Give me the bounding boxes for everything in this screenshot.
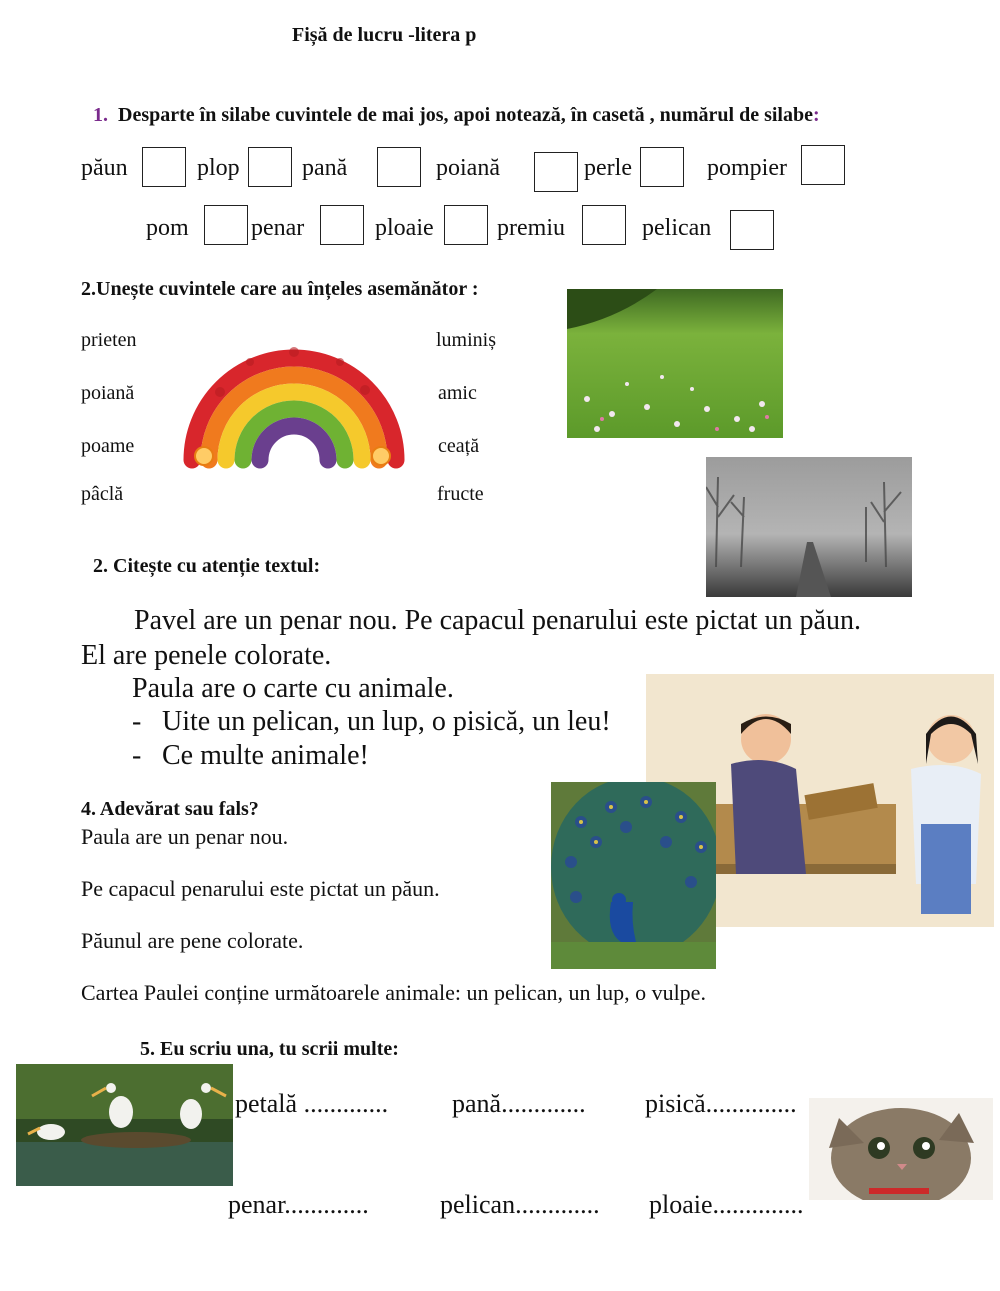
word-perle: perle — [584, 155, 632, 181]
plural-prompt[interactable]: pană............. — [452, 1089, 586, 1118]
plural-prompt[interactable]: penar............. — [228, 1190, 369, 1219]
syllable-box[interactable] — [204, 205, 248, 245]
left-word[interactable]: pâclă — [81, 483, 124, 505]
syllable-box[interactable] — [730, 210, 774, 250]
peacock-image — [551, 782, 716, 969]
ex1-number: 1. — [93, 104, 108, 126]
page-title: Fișă de lucru -litera p — [292, 24, 477, 46]
dialog-dash: - — [132, 740, 142, 771]
dialog-dash: - — [132, 706, 142, 737]
tf-statement[interactable]: Cartea Paulei conține următoarele animale: un pelican, un lup, o vulpe. — [81, 980, 706, 1005]
ex1-colon: : — [812, 104, 820, 126]
word-paun: păun — [81, 155, 128, 181]
story-line: Ce multe animale! — [162, 740, 369, 771]
tf-statement[interactable]: Pe capacul penarului este pictat un păun. — [81, 876, 440, 901]
plural-prompt[interactable]: pelican............. — [440, 1190, 600, 1219]
fog-road-image — [706, 457, 912, 597]
word-pelican: pelican — [642, 215, 712, 241]
syllable-box[interactable] — [444, 205, 488, 245]
syllable-box[interactable] — [377, 147, 421, 187]
syllable-box[interactable] — [142, 147, 186, 187]
rainbow-fruits-image — [180, 332, 408, 472]
syllable-box[interactable] — [320, 205, 364, 245]
syllable-box[interactable] — [582, 205, 626, 245]
word-pana: pană — [302, 155, 348, 181]
story-line: El are penele colorate. — [81, 640, 332, 671]
syllable-box[interactable] — [248, 147, 292, 187]
syllable-box[interactable] — [640, 147, 684, 187]
story-line: Paula are o carte cu animale. — [132, 673, 454, 704]
right-word[interactable]: fructe — [437, 483, 484, 505]
word-pom: pom — [146, 215, 189, 241]
tf-statement[interactable]: Paula are un penar nou. — [81, 824, 289, 849]
syllable-box[interactable] — [801, 145, 845, 185]
tf-statement[interactable]: Păunul are pene colorate. — [81, 928, 304, 953]
kitten-image — [809, 1098, 993, 1200]
left-word[interactable]: poiană — [81, 382, 135, 404]
ex1-instruction: Desparte în silabe cuvintele de mai jos, apoi notează, în casetă , numărul de silabe — [118, 104, 813, 126]
left-word[interactable]: poame — [81, 435, 135, 457]
story-line: Uite un pelican, un lup, o pisică, un leu! — [162, 706, 611, 737]
pelicans-image — [16, 1064, 233, 1186]
right-word[interactable]: luminiș — [436, 329, 497, 351]
word-plop: plop — [197, 155, 240, 181]
plural-prompt[interactable]: ploaie.............. — [649, 1190, 804, 1219]
meadow-image — [567, 289, 783, 438]
plural-prompt[interactable]: petală ............. — [235, 1089, 389, 1118]
ex1-heading — [93, 104, 820, 127]
word-penar: penar — [251, 215, 305, 241]
word-premiu: premiu — [497, 215, 565, 241]
ex5-heading: 5. Eu scriu una, tu scrii multe: — [140, 1038, 399, 1060]
ex4-heading: 4. Adevărat sau fals? — [81, 798, 259, 820]
ex2-heading: 2.Unește cuvintele care au înțeles asemănător : — [81, 278, 479, 300]
plural-prompt[interactable]: pisică.............. — [645, 1089, 797, 1118]
right-word[interactable]: amic — [438, 382, 477, 404]
left-word[interactable]: prieten — [81, 329, 137, 351]
story-line: Pavel are un penar nou. Pe capacul penarului este pictat un păun. — [134, 605, 861, 636]
syllable-box[interactable] — [534, 152, 578, 192]
ex3-heading: 2. Citește cu atenție textul: — [93, 555, 321, 577]
right-word[interactable]: ceață — [438, 435, 480, 457]
word-ploaie: ploaie — [375, 215, 434, 241]
word-poiana: poiană — [436, 155, 500, 181]
word-pompier: pompier — [707, 155, 787, 181]
